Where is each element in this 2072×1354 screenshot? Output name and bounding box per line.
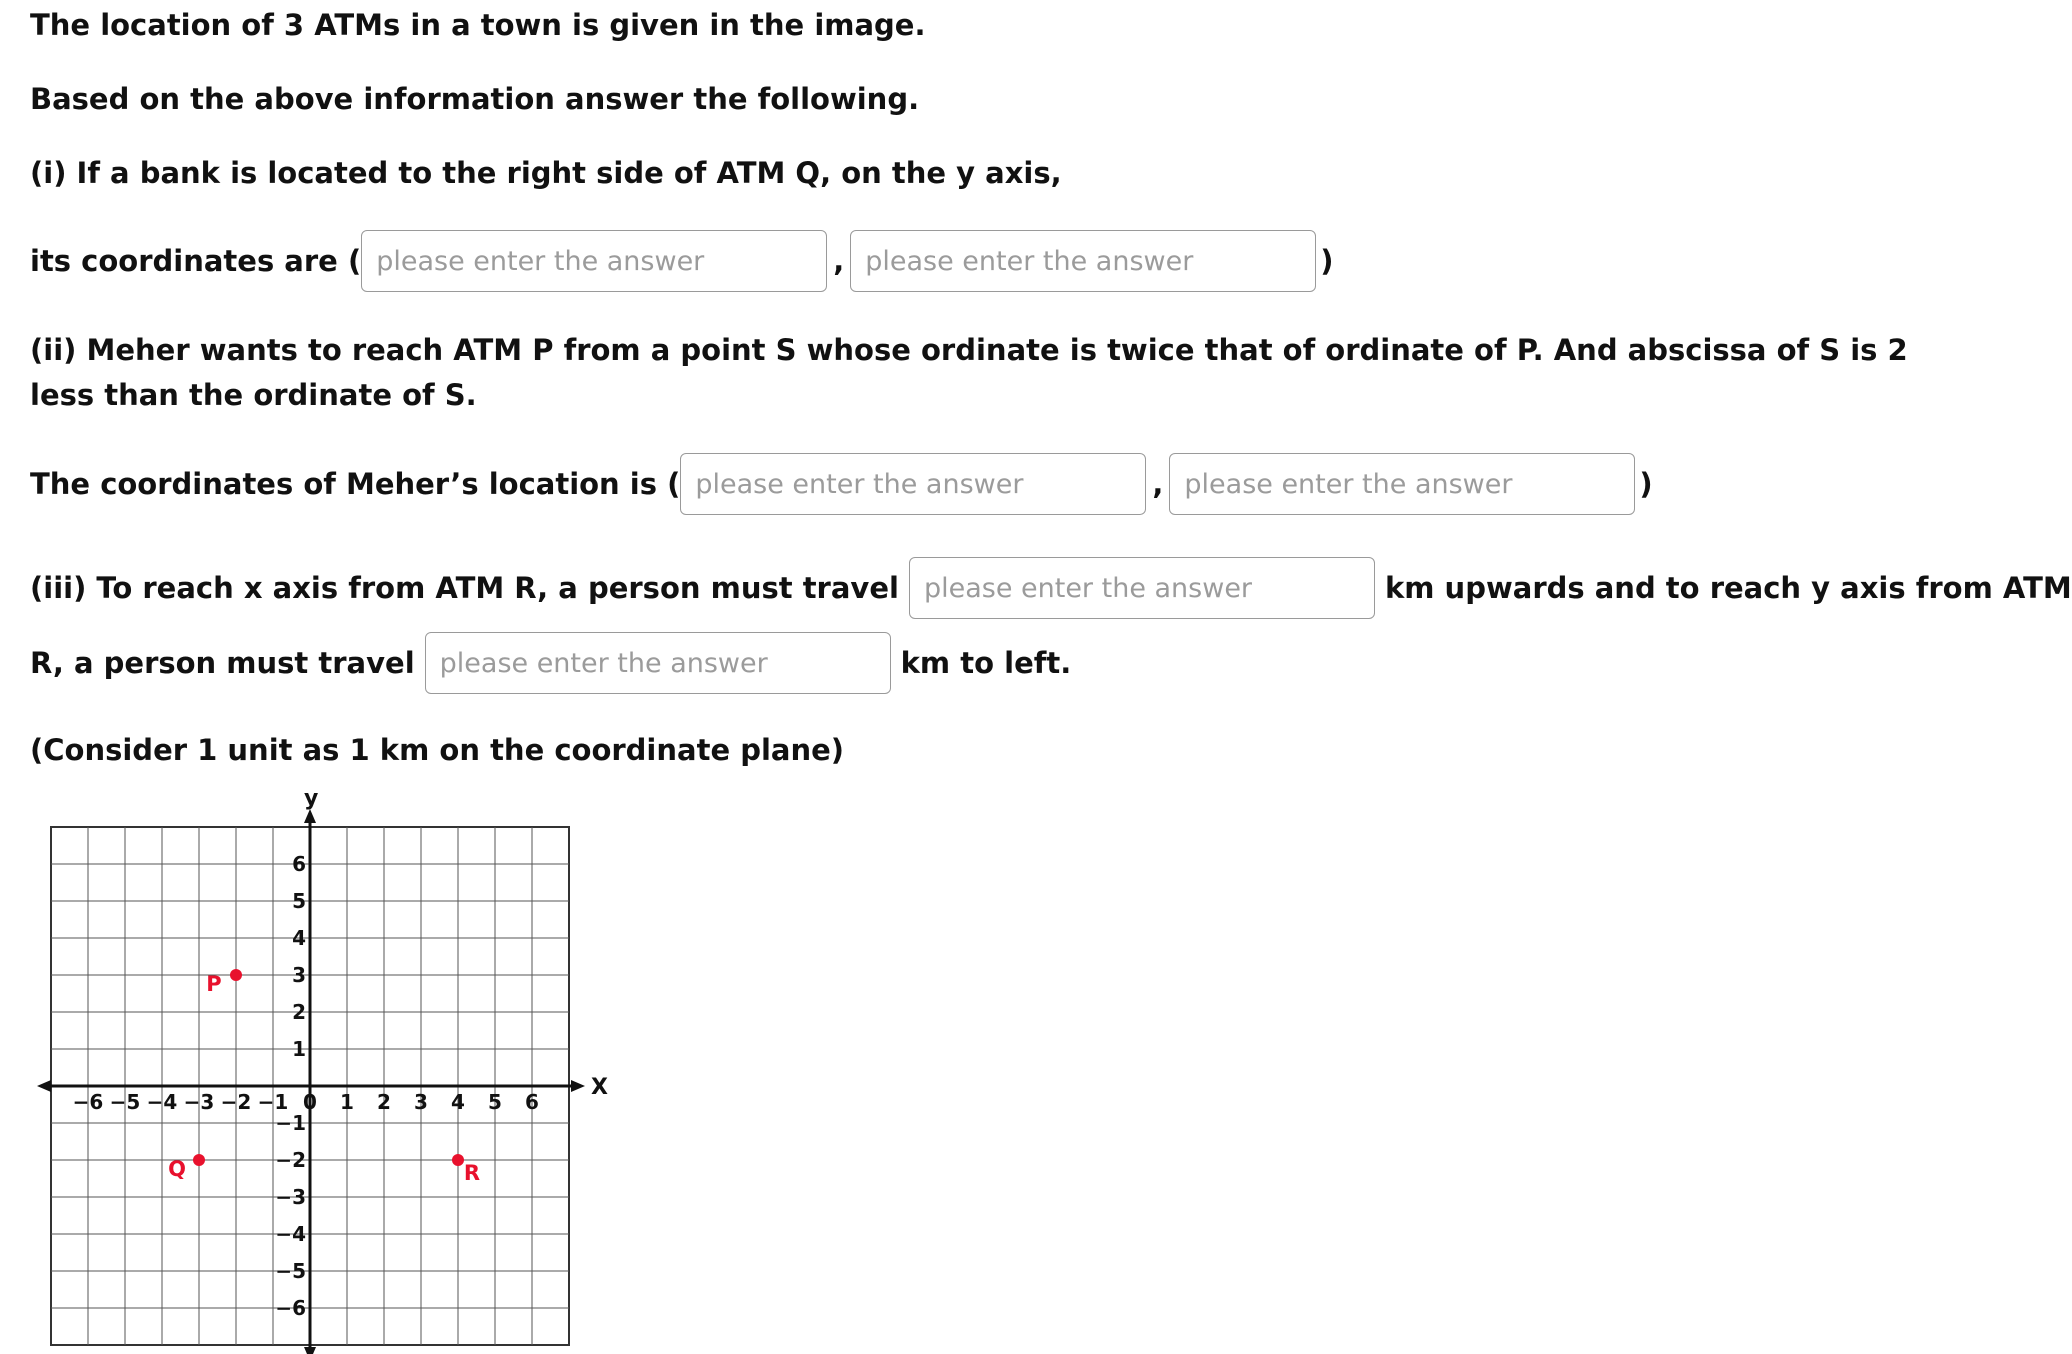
question-2 <box>30 328 1910 418</box>
coordinate-plane-graph <box>48 786 608 1352</box>
intro-line-1 <box>30 8 926 42</box>
q1-comma: , <box>833 244 845 278</box>
point-q-label: Q <box>168 1157 186 1181</box>
q3-upwards-distance-input[interactable] <box>909 557 1375 619</box>
question-1-answer-row <box>30 230 1334 292</box>
question-2-answer-row <box>30 453 1653 515</box>
y-tick-label: 4 <box>292 926 306 950</box>
question-3-part-1: (iii) To reach x axis from ATM R, a person must travel <box>30 571 899 605</box>
question-3-row-1 <box>30 557 2072 619</box>
x-tick-label: −2 <box>220 1090 252 1114</box>
question-3-part-3: R, a person must travel <box>30 646 415 680</box>
q2-y-coordinate-input[interactable] <box>1169 453 1635 515</box>
question-2-prefix: The coordinates of Meher’s location is ( <box>30 467 681 501</box>
points <box>168 969 480 1185</box>
point-r-marker <box>452 1154 464 1166</box>
x-axis-arrow-left <box>37 1080 51 1092</box>
y-axis-arrow-up <box>304 809 316 823</box>
question-3-part-4: km to left. <box>900 646 1072 680</box>
unit-note <box>30 733 844 767</box>
q1-y-coordinate-input[interactable] <box>850 230 1316 292</box>
x-tick-label: 6 <box>525 1090 539 1114</box>
unit-note-text: (Consider 1 unit as 1 km on the coordinate plane) <box>30 733 845 767</box>
y-tick-label: 3 <box>292 963 306 987</box>
x-tick-label: −4 <box>146 1090 178 1114</box>
axes <box>37 786 608 1354</box>
q2-close-paren: ) <box>1639 467 1653 501</box>
y-tick-label: −2 <box>275 1148 306 1172</box>
y-axis-label: y <box>304 786 319 811</box>
point-r-label: R <box>463 1161 481 1185</box>
question-1-prefix: its coordinates are ( <box>30 244 362 278</box>
y-tick-label: 2 <box>292 1000 306 1024</box>
intro-text-1: The location of 3 ATMs in a town is given in the image. <box>30 8 926 42</box>
question-3-row-2 <box>30 632 1071 694</box>
y-axis-arrow-down <box>304 1347 316 1354</box>
q3-left-distance-input[interactable] <box>425 632 891 694</box>
intro-line-2 <box>30 82 919 116</box>
x-tick-label: −5 <box>109 1090 141 1114</box>
y-tick-label: −1 <box>275 1111 306 1135</box>
point-q-marker <box>193 1154 205 1166</box>
question-2-text: (ii) Meher wants to reach ATM P from a point S whose ordinate is twice that of ordinate of P. And abscissa of S is 2 less than the ordinate of S. <box>30 333 1908 412</box>
q1-close-paren: ) <box>1320 244 1334 278</box>
q1-x-coordinate-input[interactable] <box>361 230 827 292</box>
x-tick-label: 0 <box>303 1090 317 1114</box>
point-p-marker <box>230 969 242 981</box>
q2-comma: , <box>1152 467 1164 501</box>
x-tick-label: 2 <box>377 1090 391 1114</box>
y-tick-label: −3 <box>275 1185 306 1209</box>
x-tick-label: −3 <box>183 1090 215 1114</box>
y-tick-label: −5 <box>275 1259 306 1283</box>
x-tick-label: −1 <box>257 1090 289 1114</box>
intro-text-2: Based on the above information answer the following. <box>30 82 920 116</box>
y-tick-label: −6 <box>275 1296 306 1320</box>
question-1-text: (i) If a bank is located to the right side of ATM Q, on the y axis, <box>30 156 1062 190</box>
x-tick-label: −6 <box>72 1090 104 1114</box>
x-tick-label: 1 <box>340 1090 354 1114</box>
x-axis-label: X <box>591 1075 608 1100</box>
y-tick-label: −4 <box>275 1222 306 1246</box>
x-tick-label: 5 <box>488 1090 502 1114</box>
point-p-label: P <box>206 972 222 996</box>
x-axis-arrow-right <box>571 1080 585 1092</box>
y-tick-label: 6 <box>292 852 306 876</box>
question-1 <box>30 156 1062 190</box>
x-tick-label: 4 <box>451 1090 465 1114</box>
y-tick-label: 1 <box>292 1037 306 1061</box>
question-3-part-2: km upwards and to reach y axis from ATM <box>1384 571 2072 605</box>
y-tick-label: 5 <box>292 889 306 913</box>
q2-x-coordinate-input[interactable] <box>680 453 1146 515</box>
x-tick-label: 3 <box>414 1090 428 1114</box>
